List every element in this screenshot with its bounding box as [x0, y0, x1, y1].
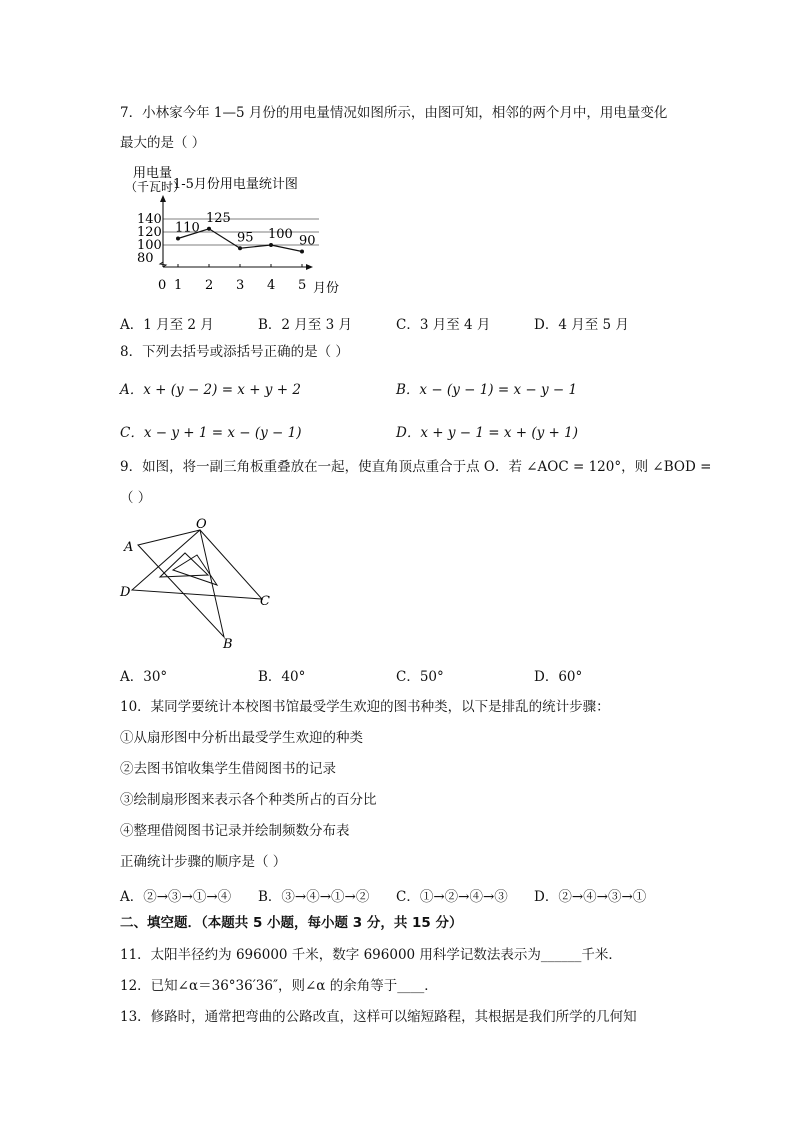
q8-option-c[interactable]: C．x − y + 1 = x − (y − 1): [120, 425, 302, 441]
label-c: C: [260, 594, 270, 609]
q10-step-1: ①从扇形图中分析出最受学生欢迎的种类: [120, 730, 363, 746]
chart-y-tick-label: 140: [137, 212, 162, 227]
q8-stem: 8．下列去括号或添括号正确的是（ ）: [120, 344, 349, 360]
chart-point: [238, 246, 242, 250]
q7-option-d[interactable]: D．4 月至 5 月: [534, 317, 629, 333]
q10-option-c[interactable]: C．①→②→④→③: [396, 889, 508, 905]
q9-option-c[interactable]: C．50°: [396, 669, 444, 685]
q10-step-2: ②去图书馆收集学生借阅图书的记录: [120, 761, 336, 777]
q7-stem-line1: 7．小林家今年 1—5 月份的用电量情况如图所示，由图可知，相邻的两个月中，用电量变化: [120, 105, 668, 121]
inner-triangle-2: [173, 555, 217, 585]
q10-option-a[interactable]: A．②→③→①→④: [120, 889, 232, 905]
q10-step-3: ③绘制扇形图来表示各个种类所占的百分比: [120, 792, 377, 808]
q9-option-d[interactable]: D．60°: [534, 669, 583, 685]
q9-option-b[interactable]: B．40°: [258, 669, 306, 685]
chart-data-label: 90: [299, 233, 316, 249]
chart-point: [176, 237, 180, 241]
q10-step-4: ④整理借阅图书记录并绘制频数分布表: [120, 823, 350, 839]
q12-text: 12．已知∠α＝36°36′36″，则∠α 的余角等于____．: [120, 978, 438, 994]
chart-x-tick-label: 4: [267, 278, 276, 293]
q9-option-a[interactable]: A．30°: [120, 669, 168, 685]
label-b: B: [223, 637, 233, 652]
chart-ylabel-line2: （千瓦时）: [125, 180, 186, 194]
chart-y-tick-label: 80: [137, 251, 154, 266]
label-d: D: [120, 585, 131, 600]
chart-x-tick-label: 3: [236, 278, 245, 293]
chart-data-label: 125: [206, 210, 231, 226]
q13-text: 13．修路时，通常把弯曲的公路改直，这样可以缩短路程，其根据是我们所学的几何知: [120, 1009, 637, 1025]
q9-triangle-figure: [115, 515, 285, 655]
chart-y-tick-label: 120: [137, 225, 162, 240]
chart-data-label: 100: [268, 227, 293, 242]
chart-data-label: 95: [237, 230, 254, 246]
chart-point: [300, 250, 304, 254]
chart-x-tick-label: 1: [174, 278, 183, 293]
chart-x-tick-label: 2: [205, 278, 214, 293]
q8-option-b[interactable]: B．x − (y − 1) = x − y − 1: [396, 382, 578, 398]
chart-data-label: 110: [175, 220, 200, 236]
q7-option-b[interactable]: B．2 月至 3 月: [258, 317, 352, 333]
chart-xlabel: 月份: [313, 281, 340, 296]
chart-point: [269, 243, 273, 247]
q9-stem-line2: （ ）: [120, 490, 152, 506]
q8-option-d[interactable]: D．x + y − 1 = x + (y + 1): [396, 425, 578, 441]
chart-y-tick-label: 100: [137, 238, 162, 253]
chart-ylabel-line1: 用电量: [133, 166, 173, 181]
q7-line-chart: [115, 162, 355, 302]
chart-y-axis-arrow: [160, 195, 166, 202]
label-a: A: [124, 540, 134, 555]
chart-x-axis-arrow: [306, 264, 313, 270]
chart-x-tick-label: 5: [298, 278, 307, 293]
q7-option-c[interactable]: C．3 月至 4 月: [396, 317, 491, 333]
q9-stem-line1: 9．如图，将一副三角板重叠放在一起，使直角顶点重合于点 O．若 ∠AOC = 120°，则 ∠BOD =: [120, 459, 712, 475]
chart-origin-label: 0: [158, 278, 167, 293]
q11-text: 11．太阳半径约为 696000 千米，数字 696000 用科学记数法表示为______千米．: [120, 947, 622, 963]
q10-stem: 10．某同学要统计本校图书馆最受学生欢迎的图书种类，以下是排乱的统计步骤：: [120, 699, 610, 715]
q7-stem-line2: 最大的是（ ）: [120, 135, 206, 151]
q10-option-b[interactable]: B．③→④→①→②: [258, 889, 370, 905]
section2-title: 二、填空题．（本题共 5 小题，每小题 3 分，共 15 分）: [120, 915, 463, 931]
q10-option-d[interactable]: D．②→④→③→①: [534, 889, 647, 905]
label-o: O: [196, 517, 207, 532]
q7-option-a[interactable]: A．1 月至 2 月: [120, 317, 214, 333]
chart-title: 1-5月份用电量统计图: [173, 177, 298, 192]
chart-point: [207, 227, 211, 231]
q10-prompt: 正确统计步骤的顺序是（ ）: [120, 854, 287, 870]
q8-option-a[interactable]: A．x + (y − 2) = x + y + 2: [120, 382, 301, 398]
